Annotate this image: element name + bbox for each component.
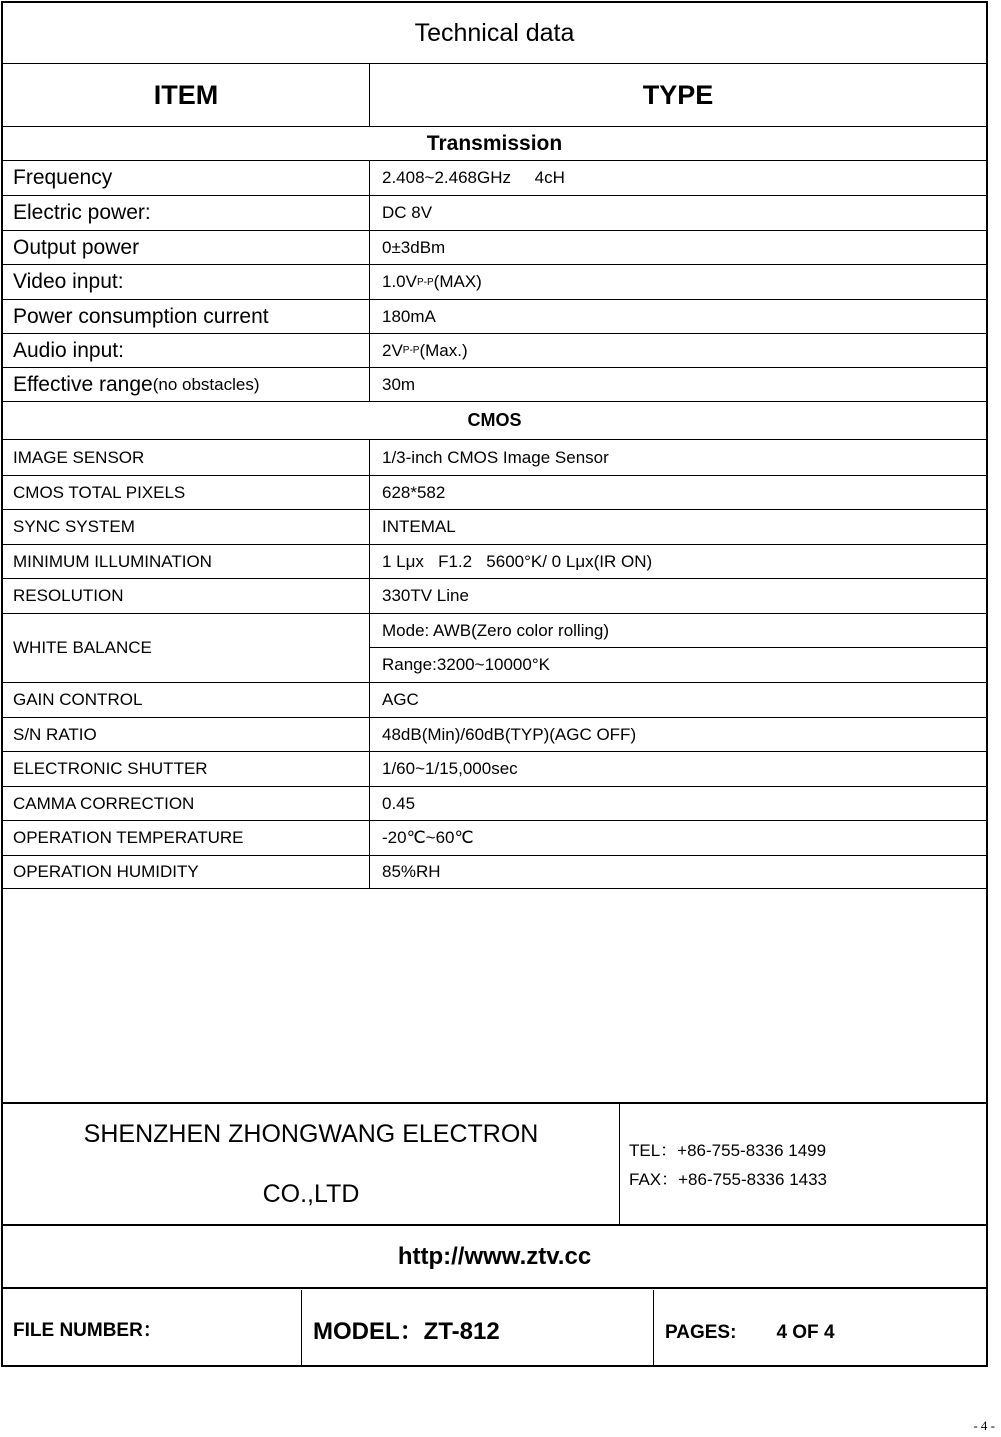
row-label: RESOLUTION [13,586,124,605]
column-divider [301,1290,302,1367]
page-number: - 4 - [973,1418,995,1433]
row-value: 1/3-inch CMOS Image Sensor [382,447,609,467]
tech-data-sheet [1,1,988,1367]
column-divider [369,440,370,888]
company-name-line1: SHENZHEN ZHONGWANG ELECTRON [83,1119,539,1148]
row-label: GAIN CONTROL [13,690,143,709]
pages-label: PAGES: [665,1321,737,1343]
row-value: 330TV Line [382,586,469,605]
file-number-label: FILE NUMBER： [13,1320,162,1341]
company-name-line2: CO.,LTD [262,1179,360,1208]
value-main: 1.0V [382,272,417,291]
row-value: -20℃~60℃ [382,828,474,847]
row-label: Frequency [13,166,113,189]
row-value: 30m [382,374,416,394]
page-title: Technical data [414,19,575,47]
divider [3,888,986,889]
row-label: CAMMA CORRECTION [13,793,195,813]
row-value: 180mA [382,306,436,326]
row-value [370,265,986,299]
row-label: Video input: [13,270,124,293]
row-label: ELECTRONIC SHUTTER [13,759,208,778]
row-value: 48dB(Min)/60dB(TYP)(AGC OFF) [382,724,637,744]
row-value: DC 8V [382,203,433,222]
row-label: S/N RATIO [13,724,97,744]
model-label: MODEL：ZT-812 [313,1318,500,1345]
row-label: SYNC SYSTEM [13,517,135,536]
column-divider [619,1104,620,1225]
row-value: 2.408~2.468GHz 4cH [382,168,565,187]
row-label: Audio input: [13,338,124,362]
value-subscript: P-P [402,345,420,356]
row-value: 85%RH [382,862,441,881]
value-tail: (MAX) [433,272,482,291]
column-divider [369,64,370,126]
row-label: Electric power: [13,201,151,224]
row-label: OPERATION TEMPERATURE [13,828,244,847]
row-label: WHITE BALANCE [13,638,152,657]
pages-value: 4 OF 4 [776,1321,835,1343]
value-subscript: P-P [416,276,434,288]
row-value: INTEMAL [382,517,456,536]
website-link[interactable]: http://www.ztv.cc [397,1242,592,1270]
value-main: 2V [382,340,403,360]
row-label: MINIMUM ILLUMINATION [13,551,212,571]
row-value: 0.45 [382,793,416,813]
row-label: OPERATION HUMIDITY [13,862,199,881]
column-divider [369,161,370,401]
label-main: Effective range [13,372,153,396]
divider [3,1287,986,1289]
section-transmission: Transmission [426,131,563,155]
header-item: ITEM [153,79,219,110]
fax-text: FAX：+86-755-8336 1433 [629,1169,828,1189]
row-label: IMAGE SENSOR [13,447,145,467]
row-value: 0±3dBm [382,237,446,257]
row-label: CMOS TOTAL PIXELS [13,482,186,502]
column-divider [653,1290,654,1367]
label-note: (no obstacles) [152,374,260,394]
row-value: AGC [382,690,419,709]
header-type: TYPE [642,79,714,110]
row-value: 628*582 [382,482,446,502]
pages-block [665,1290,985,1367]
row-label [3,368,369,401]
row-value: Mode: AWB(Zero color rolling) [382,620,610,640]
section-cmos: CMOS [467,410,522,430]
tel-text: TEL：+86-755-8336 1499 [629,1140,827,1160]
row-value: 1/60~1/15,000sec [382,759,518,778]
contact-block [629,1104,979,1225]
row-value: 1 Lμx F1.2 5600°K/ 0 Lμx(IR ON) [382,551,653,571]
row-label: Power consumption current [13,304,269,328]
value-tail: (Max.) [419,340,468,360]
row-value: Range:3200~10000°K [382,655,550,674]
row-value [370,334,986,367]
row-label: Output power [13,235,140,259]
